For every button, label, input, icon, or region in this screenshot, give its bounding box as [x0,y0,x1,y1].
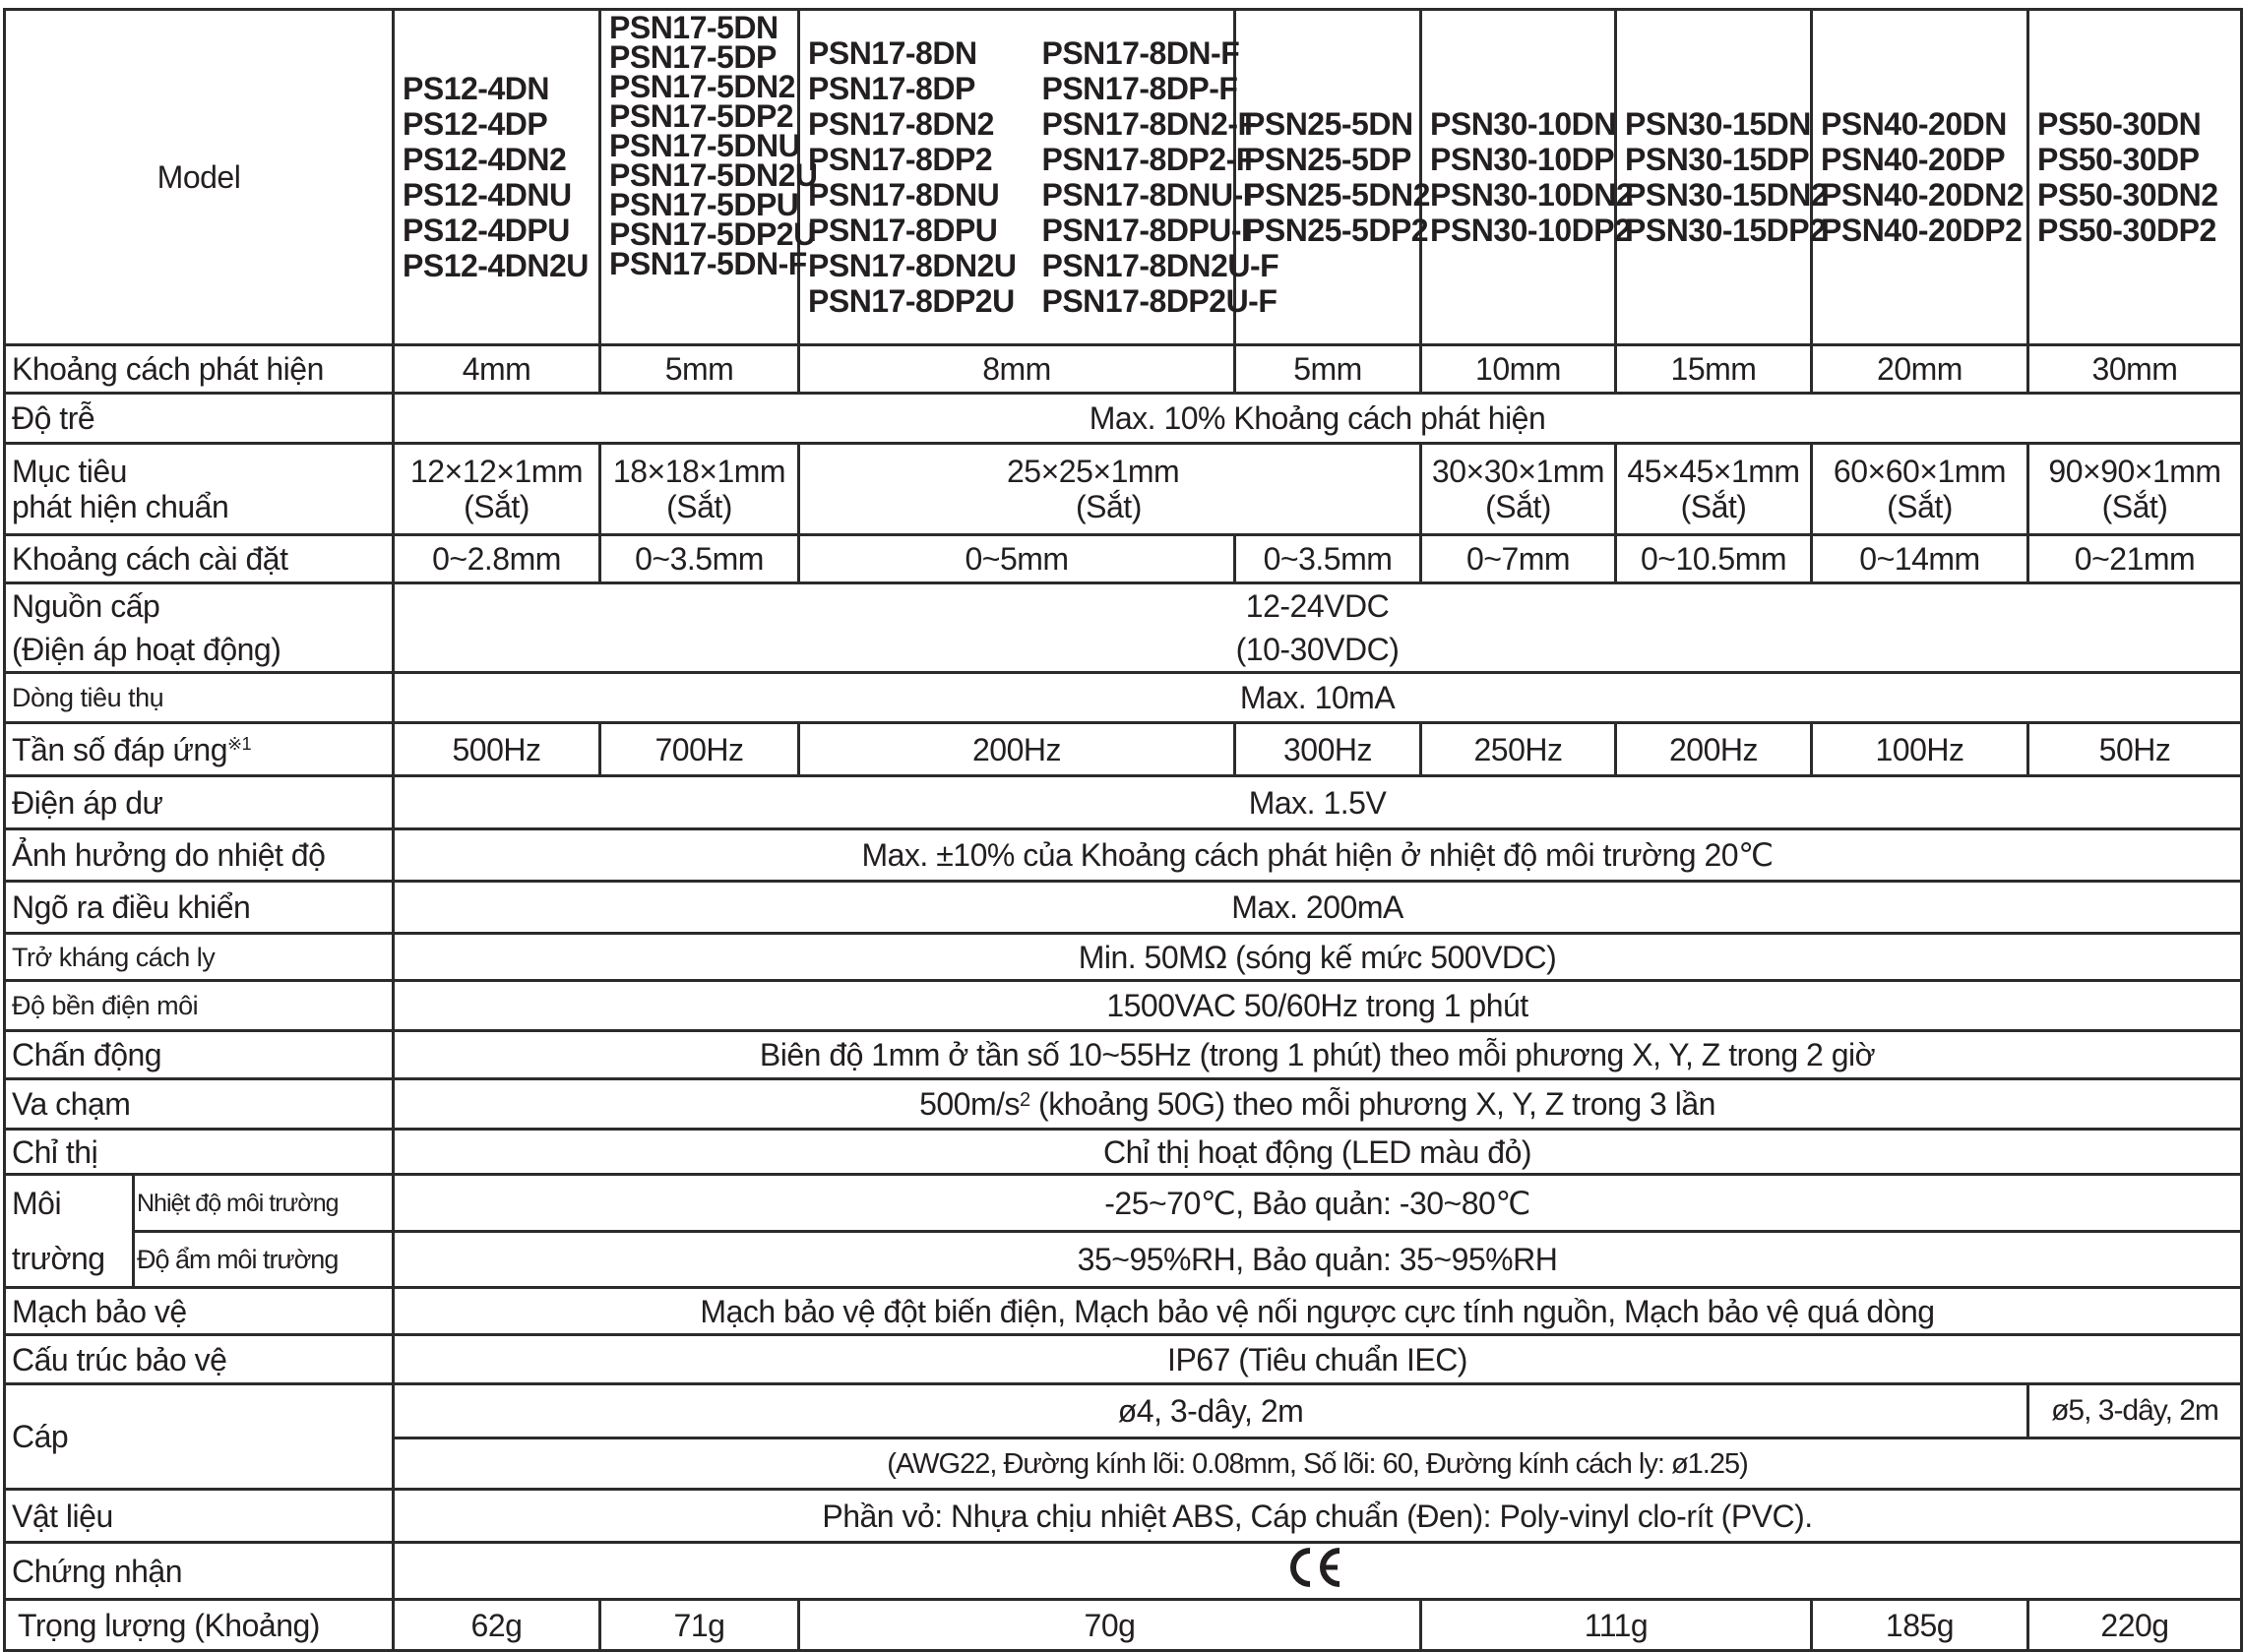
cell: 12-24VDC (10-30VDC) [394,583,2242,673]
cell: Phần vỏ: Nhựa chịu nhiệt ABS, Cáp chuẩn (Đen): Poly-vinyl clo-rít (PVC). [394,1490,2242,1543]
model-name: PSN30-15DP2 [1625,213,1827,248]
cell: 62g [394,1600,600,1651]
row-current-consumption [5,673,2242,723]
row-label: Vật liệu [5,1490,394,1543]
row-label: Chỉ thị [5,1130,394,1175]
model-name: PSN17-8DPU-F [1041,213,1261,248]
model-name: PSN30-10DN2 [1430,177,1634,213]
row-control-output [5,882,2242,934]
model-name: PSN17-5DP2U [609,216,816,252]
model-name: PSN30-10DP2 [1430,213,1632,248]
cell: 5mm [600,345,799,394]
model-name: PSN17-8DN2-F [1041,106,1257,142]
cell: 18×18×1mm (Sắt) [600,444,799,535]
row-ambient-temperature [5,1175,2242,1232]
cell: 185g [1812,1600,2028,1651]
cell: 45×45×1mm (Sắt) [1616,444,1812,535]
cell: 0~21mm [2028,535,2242,583]
row-material [5,1490,2242,1543]
row-label-environment: Môi trường [5,1175,134,1288]
cell: 70g [799,1600,1421,1651]
model-name: PSN25-5DP [1244,142,1411,177]
cell: 90×90×1mm (Sắt) [2028,444,2242,535]
row-label: Độ trễ [5,394,394,444]
cell: Max. 200mA [394,882,2242,934]
row-label: Chấn động [5,1031,394,1079]
spec-table [3,8,2243,1652]
cell: 0~3.5mm [1235,535,1421,583]
model-name: PSN17-8DP2U-F [1041,283,1277,319]
ce-mark-icon [1288,1554,1347,1597]
model-name: PSN17-8DN2U-F [1041,248,1279,283]
cell: 300Hz [1235,723,1421,776]
cell: 5mm [1235,345,1421,394]
row-power-supply [5,583,2242,673]
row-temperature-influence [5,829,2242,882]
model-name: PSN17-5DN2 [609,69,795,104]
row-cable [5,1384,2242,1438]
row-protection-circuit [5,1288,2242,1335]
model-header-row [5,10,2242,345]
row-insulation-resistance [5,934,2242,981]
cell: 0~5mm [799,535,1235,583]
cell: Min. 50MΩ (sóng kế mức 500VDC) [394,934,2242,981]
model-name: PSN17-5DN [609,10,779,45]
cell: 0~2.8mm [394,535,600,583]
cell: 200Hz [799,723,1235,776]
model-name: PSN17-8DP-F [1041,71,1238,106]
cell: -25~70℃, Bảo quản: -30~80℃ [394,1175,2242,1232]
cell: (AWG22, Đường kính lõi: 0.08mm, Số lõi: 60, Đường kính cách ly: ø1.25) [394,1438,2242,1490]
label-line: phát hiện chuẩn [12,489,229,524]
row-label: Trở kháng cách ly [5,934,394,981]
model-name: PSN40-20DN [1821,106,2007,142]
model-group-psn17-5 [600,10,818,345]
cell: 220g [2028,1600,2242,1651]
model-name: PSN17-8DNU-F [1041,177,1262,213]
cell: IP67 (Tiêu chuẩn IEC) [394,1335,2242,1384]
model-name: PSN30-10DP [1430,142,1615,177]
cell: Max. 10mA [394,673,2242,723]
cell: 500Hz [394,723,600,776]
row-label: Khoảng cách phát hiện [5,345,394,394]
row-label: Ảnh hưởng do nhiệt độ [5,829,394,882]
row-indicator [5,1130,2242,1175]
row-label: Mạch bảo vệ [5,1288,394,1335]
row-label [5,444,394,535]
model-name: PSN17-8DNU [808,177,1000,213]
cell [394,1543,2242,1600]
model-name: PSN17-8DN-F [1041,35,1240,71]
cell: 0~3.5mm [600,535,799,583]
cell: 4mm [394,345,600,394]
model-group-psn30-15 [1616,10,1829,345]
model-group-psn40 [1812,10,2028,345]
row-certification [5,1543,2242,1600]
cell: 50Hz [2028,723,2242,776]
cell: ø4, 3-dây, 2m [394,1384,2028,1438]
model-name: PSN17-5DP2 [609,98,794,134]
model-group-psn17-8 [799,10,1279,345]
model-group-ps12 [394,10,600,345]
cell: 8mm [799,345,1235,394]
model-name: PSN17-8DN2 [808,106,994,142]
row-protection-structure [5,1335,2242,1384]
row-label: Dòng tiêu thụ [5,673,394,723]
model-name: PSN17-8DN2U [808,248,1017,283]
cell: 700Hz [600,723,799,776]
model-name: PSN25-5DN [1244,106,1413,142]
row-sensing-distance [5,345,2242,394]
row-vibration [5,1031,2242,1079]
model-name: PSN17-5DP [609,39,777,75]
model-name: PSN30-15DP [1625,142,1810,177]
cell: Max. 1.5V [394,776,2242,829]
cell: 10mm [1421,345,1616,394]
model-name: PS12-4DPU [403,213,570,248]
cell: Max. 10% Khoảng cách phát hiện [394,394,2242,444]
row-standard-target [5,444,2242,535]
row-setting-distance [5,535,2242,583]
model-name: PSN40-20DP2 [1821,213,2023,248]
model-name: PS50-30DN [2037,106,2202,142]
cell: 0~14mm [1812,535,2028,583]
row-response-frequency [5,723,2242,776]
cell: 12×12×1mm (Sắt) [394,444,600,535]
cell: Biên độ 1mm ở tần số 10~55Hz (trong 1 phút) theo mỗi phương X, Y, Z trong 2 giờ [394,1031,2242,1079]
model-name: PS12-4DN [403,71,549,106]
cell: 111g [1421,1600,1812,1651]
model-name: PS12-4DN2U [403,248,589,283]
model-name: PSN17-8DP [808,71,975,106]
cell: 71g [600,1600,799,1651]
cell: 15mm [1616,345,1812,394]
row-sublabel: Độ ẩm môi trường [134,1232,394,1288]
footnote-mark: ※1 [227,733,252,754]
model-name: PSN17-8DP2U [808,283,1015,319]
model-name: PSN17-8DN [808,35,977,71]
model-name: PSN40-20DN2 [1821,177,2025,213]
model-name: PS12-4DP [403,106,548,142]
model-header-label: Model [5,10,394,345]
row-label: Va chạm [5,1079,394,1130]
model-name: PSN25-5DP2 [1244,213,1429,248]
cell: 25×25×1mm (Sắt) [799,444,1421,535]
row-shock [5,1079,2242,1130]
model-name: PSN17-8DP2-F [1041,142,1255,177]
cell: 20mm [1812,345,2028,394]
row-label: Cấu trúc bảo vệ [5,1335,394,1384]
row-label: Độ bền điện môi [5,981,394,1031]
cell: Mạch bảo vệ đột biến điện, Mạch bảo vệ nối ngược cực tính nguồn, Mạch bảo vệ quá dòng [394,1288,2242,1335]
row-ambient-humidity [5,1232,2242,1288]
model-name: PS50-30DP2 [2037,213,2216,248]
row-sublabel: Nhiệt độ môi trường [134,1175,394,1232]
row-dielectric-strength [5,981,2242,1031]
model-name: PSN17-5DN-F [609,246,807,281]
model-name: PSN17-8DP2 [808,142,993,177]
cell: 30×30×1mm (Sắt) [1421,444,1616,535]
cell: 30mm [2028,345,2242,394]
cell: 0~10.5mm [1616,535,1812,583]
model-name: PS12-4DN2 [403,142,567,177]
row-label: Điện áp dư [5,776,394,829]
cell: ø5, 3-dây, 2m [2028,1384,2242,1438]
row-label: Tần số đáp ứng$^{※1}$ [5,723,394,776]
cell: 100Hz [1812,723,2028,776]
model-name: PSN17-8DPU [808,213,998,248]
cell: Chỉ thị hoạt động (LED màu đỏ) [394,1130,2242,1175]
model-name: PSN17-5DN2U [609,157,818,193]
model-name: PSN17-5DPU [609,187,799,222]
model-name: PSN17-5DNU [609,128,801,163]
row-residual-voltage [5,776,2242,829]
row-label: Khoảng cách cài đặt [5,535,394,583]
cell: 35~95%RH, Bảo quản: 35~95%RH [394,1232,2242,1288]
row-hysteresis [5,394,2242,444]
row-label: Nguồn cấp (Điện áp hoạt động) [5,583,394,673]
model-name: PSN30-15DN2 [1625,177,1829,213]
model-name: PS12-4DNU [403,177,572,213]
model-name: PSN25-5DN2 [1244,177,1430,213]
model-name: PSN30-10DN [1430,106,1616,142]
model-group-psn30-10 [1421,10,1634,345]
row-label: Chứng nhận [5,1543,394,1600]
cell: 1500VAC 50/60Hz trong 1 phút [394,981,2242,1031]
cell: Max. ±10% của Khoảng cách phát hiện ở nhiệt độ môi trường 20℃ [394,829,2242,882]
model-name: PSN40-20DP [1821,142,2006,177]
label-line: Mục tiêu [12,454,127,489]
row-label: Cáp [5,1384,394,1490]
cell: 250Hz [1421,723,1616,776]
model-name: PS50-30DP [2037,142,2200,177]
row-label: Ngõ ra điều khiển [5,882,394,934]
model-name: PSN30-15DN [1625,106,1811,142]
cell: $500m/s^2$ (khoảng 50G) theo mỗi phương X, Y, Z trong 3 lần [394,1079,2242,1130]
cell: 0~7mm [1421,535,1616,583]
row-label: Trọng lượng (Khoảng) [5,1600,394,1651]
model-group-ps50 [2028,10,2242,345]
row-weight [5,1600,2242,1651]
model-name: PS50-30DN2 [2037,177,2218,213]
cell: 200Hz [1616,723,1812,776]
cell: 60×60×1mm (Sắt) [1812,444,2028,535]
